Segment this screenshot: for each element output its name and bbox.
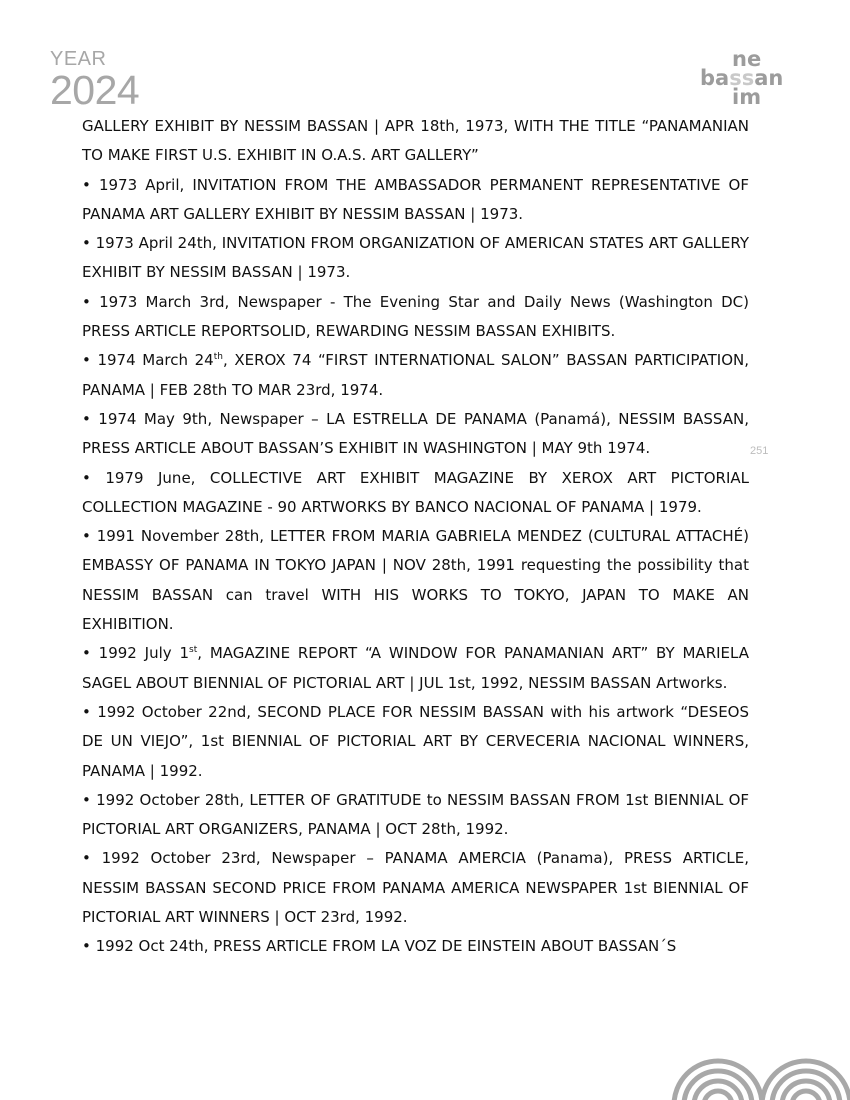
entry-text: , XEROX 74 “FIRST INTERNATIONAL SALON” BASSAN PARTICIPATION, PANAMA | FEB 28th TO MAR 23rd, 1974. — [82, 351, 749, 399]
entry-paragraph: • 1992 October 23rd, Newspaper – PANAMA AMERCIA (Panama), PRESS ARTICLE, NESSIM BASSAN SECOND PRICE FROM PANAMA AMERICA NEWSPAPER 1st BIENNIAL OF PICTORIAL ART WINNERS | OCT 23rd, 1992. — [82, 849, 749, 927]
entry-paragraph: • 1992 October 22nd, SECOND PLACE FOR NESSIM BASSAN with his artwork “DESEOS DE UN VIEJO”, 1st BIENNIAL OF PICTORIAL ART BY CERVECERIA NACIONAL WINNERS, PANAMA | 1992. — [82, 702, 749, 780]
entry-paragraph: • 1992 Oct 24th, PRESS ARTICLE FROM LA VOZ DE EINSTEIN ABOUT BASSAN´S — [82, 937, 677, 956]
page-number: 251 — [750, 445, 769, 457]
entry-paragraph: • 1974 May 9th, Newspaper – LA ESTRELLA DE PANAMA (Panamá), NESSIM BASSAN, PRESS ARTICLE ABOUT BASSAN’S EXHIBIT IN WASHINGTON | MAY 9th 1974. — [82, 409, 749, 458]
entry-paragraph: • 1973 March 3rd, Newspaper - The Evening Star and Daily News (Washington DC) PRESS ARTICLE REPORTSOLID, REWARDING NESSIM BASSAN EXHIBITS. — [82, 292, 749, 341]
document-body — [82, 112, 749, 962]
entry-paragraph — [82, 346, 749, 405]
logo-line-2-b: ss — [729, 66, 755, 90]
logo-line-2-c: an — [754, 66, 784, 90]
ordinal-suffix: st — [189, 645, 198, 656]
entry-paragraph: • 1979 June, COLLECTIVE ART EXHIBIT MAGAZINE BY XEROX ART PICTORIAL COLLECTION MAGAZINE - 90 ARTWORKS BY BANCO NACIONAL OF PANAMA | 1979. — [82, 468, 749, 516]
entry-paragraph: • 1992 October 28th, LETTER OF GRATITUDE to NESSIM BASSAN FROM 1st BIENNIAL OF PICTORIAL ART ORGANIZERS, PANAMA | OCT 28th, 1992. — [82, 790, 749, 839]
logo-line-1: ne — [732, 47, 762, 71]
entry-paragraph: • 1973 April, INVITATION FROM THE AMBASSADOR PERMANENT REPRESENTATIVE OF PANAMA ART GALLERY EXHIBIT BY NESSIM BASSAN | 1973. — [82, 175, 749, 223]
entry-paragraph: • 1991 November 28th, LETTER FROM MARIA GABRIELA MENDEZ (CULTURAL ATTACHÉ) EMBASSY OF PANAMA IN TOKYO JAPAN | NOV 28th, 1991 requesting the possibility that NESSIM BASSAN can travel WITH HIS WORKS TO TOKYO, JAPAN TO MAKE AN EXHIBITION. — [82, 527, 749, 634]
decorative-spiral-icon — [670, 1050, 850, 1100]
entry-paragraph — [82, 639, 749, 698]
year-label: YEAR — [50, 48, 107, 70]
logo-line-2-a: ba — [700, 66, 730, 90]
year-number: 2024 — [50, 67, 140, 113]
entry-paragraph: • 1973 April 24th, INVITATION FROM ORGANIZATION OF AMERICAN STATES ART GALLERY EXHIBIT BY NESSIM BASSAN | 1973. — [82, 234, 749, 282]
brand-logo — [700, 48, 805, 110]
entry-paragraph: GALLERY EXHIBIT BY NESSIM BASSAN | APR 18th, 1973, WITH THE TITLE “PANAMANIAN TO MAKE FIRST U.S. EXHIBIT IN O.A.S. ART GALLERY” — [82, 117, 749, 165]
entry-text: , MAGAZINE REPORT “A WINDOW FOR PANAMANIAN ART” BY MARIELA SAGEL ABOUT BIENNIAL OF PICTORIAL ART | JUL 1st, 1992, NESSIM BASSAN Artworks. — [82, 644, 749, 692]
ordinal-suffix: th — [213, 352, 223, 363]
logo-line-3: im — [732, 85, 762, 109]
year-header — [50, 48, 140, 113]
entry-text: • 1992 July 1 — [82, 644, 190, 663]
entry-text: • 1974 March 24 — [82, 351, 214, 370]
